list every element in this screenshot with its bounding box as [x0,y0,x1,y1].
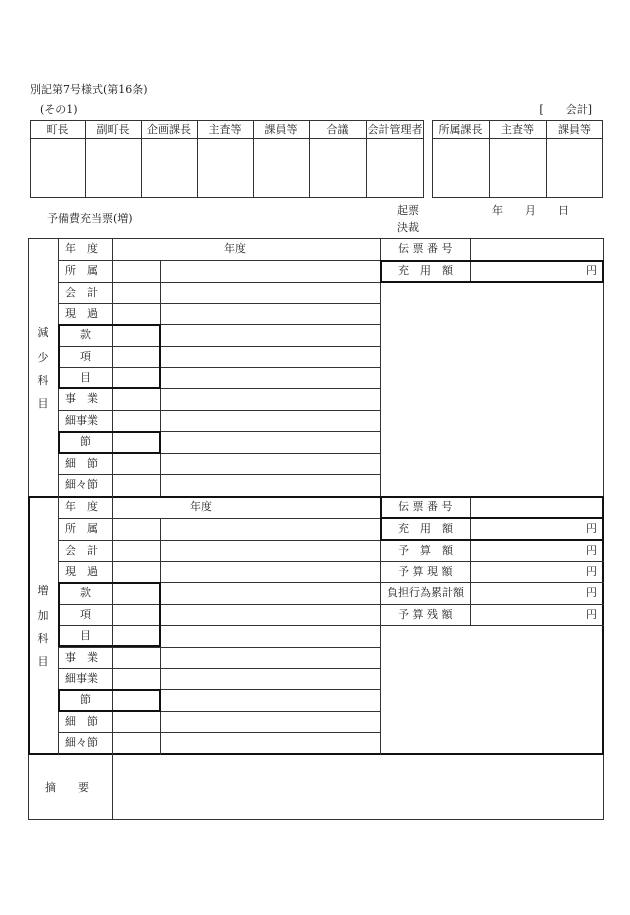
dept-label: [ 会計] [539,103,592,116]
approval-header-chocho: 町長 [46,123,69,136]
increase-row-label: 事 業 [65,651,98,664]
approval-header-kain-2: 課員等 [558,123,591,136]
decrease-row-label: 節 [80,435,91,448]
increase-yosan-label: 予 算 額 [398,544,453,557]
approval-header-shozoku-kacho: 所属課長 [438,123,483,136]
decrease-juyo-value[interactable]: 円 [586,264,597,277]
decrease-denpyo-label: 伝 票 番 号 [398,242,453,255]
increase-row-label: 項 [80,608,91,621]
increase-futan-label: 負担行為累計額 [387,586,464,599]
decrease-row-label: 目 [80,371,91,384]
increase-juyo-value[interactable]: 円 [586,522,597,535]
increase-yosan-gengaku-value[interactable]: 円 [586,565,597,578]
form-subtitle: (その1) [40,103,78,116]
increase-yosan-value[interactable]: 円 [586,544,597,557]
approval-header-aigi: 合議 [326,123,349,136]
increase-juyo-label: 充 用 額 [398,522,453,535]
date-field[interactable]: 年 月 日 [492,204,569,217]
increase-zangaku-value[interactable]: 円 [586,608,597,621]
document-title: 予備費充当票(増) [47,212,133,225]
increase-nendo-field[interactable]: 年度 [190,500,212,513]
increase-futan-value[interactable]: 円 [586,586,597,599]
increase-row-label: 年 度 [65,500,98,513]
decrease-row-label: 現 過 [65,307,98,320]
decrease-row-label: 細事業 [65,414,98,427]
decrease-row-label: 所 属 [65,264,98,277]
decrease-row-label: 項 [80,350,91,363]
approval-header-shusa: 主査等 [208,123,242,136]
kihyo-label: 起票 [397,204,419,217]
decrease-row-label: 款 [80,328,91,341]
increase-row-label: 細事業 [65,672,98,685]
form-title: 別記第7号様式(第16条) [30,83,148,96]
decrease-juyo-label: 充 用 額 [398,264,453,277]
increase-denpyo-label: 伝 票 番 号 [398,500,453,513]
tekiyo-label: 摘 要 [45,781,89,794]
decrease-row-label: 事 業 [65,392,98,405]
approval-header-fukuchocho: 副町長 [96,123,130,136]
increase-row-label: 細 節 [65,715,98,728]
increase-row-label: 細々節 [65,736,98,749]
decrease-nendo-field[interactable]: 年度 [224,242,246,255]
decrease-row-label: 会 計 [65,286,98,299]
decrease-row-label: 年 度 [65,242,98,255]
decrease-row-label: 細々節 [65,478,98,491]
kessai-label: 決裁 [397,221,419,234]
increase-row-label: 節 [80,693,91,706]
approval-header-kaikei-kanrisha: 会計管理者 [367,123,423,136]
approval-header-shusa-2: 主査等 [501,123,534,136]
decrease-row-label: 細 節 [65,457,98,470]
increase-yosan-gengaku-label: 予 算 現 額 [398,565,453,578]
increase-row-label: 目 [80,629,91,642]
increase-row-label: 会 計 [65,544,98,557]
increase-row-label: 款 [80,586,91,599]
approval-header-kain: 課員等 [264,123,298,136]
increase-row-label: 現 過 [65,565,98,578]
increase-row-label: 所 属 [65,522,98,535]
increase-zangaku-label: 予 算 残 額 [398,608,453,621]
approval-header-kikaku-kacho: 企画課長 [147,123,191,136]
tekiyo-field[interactable] [113,756,603,819]
